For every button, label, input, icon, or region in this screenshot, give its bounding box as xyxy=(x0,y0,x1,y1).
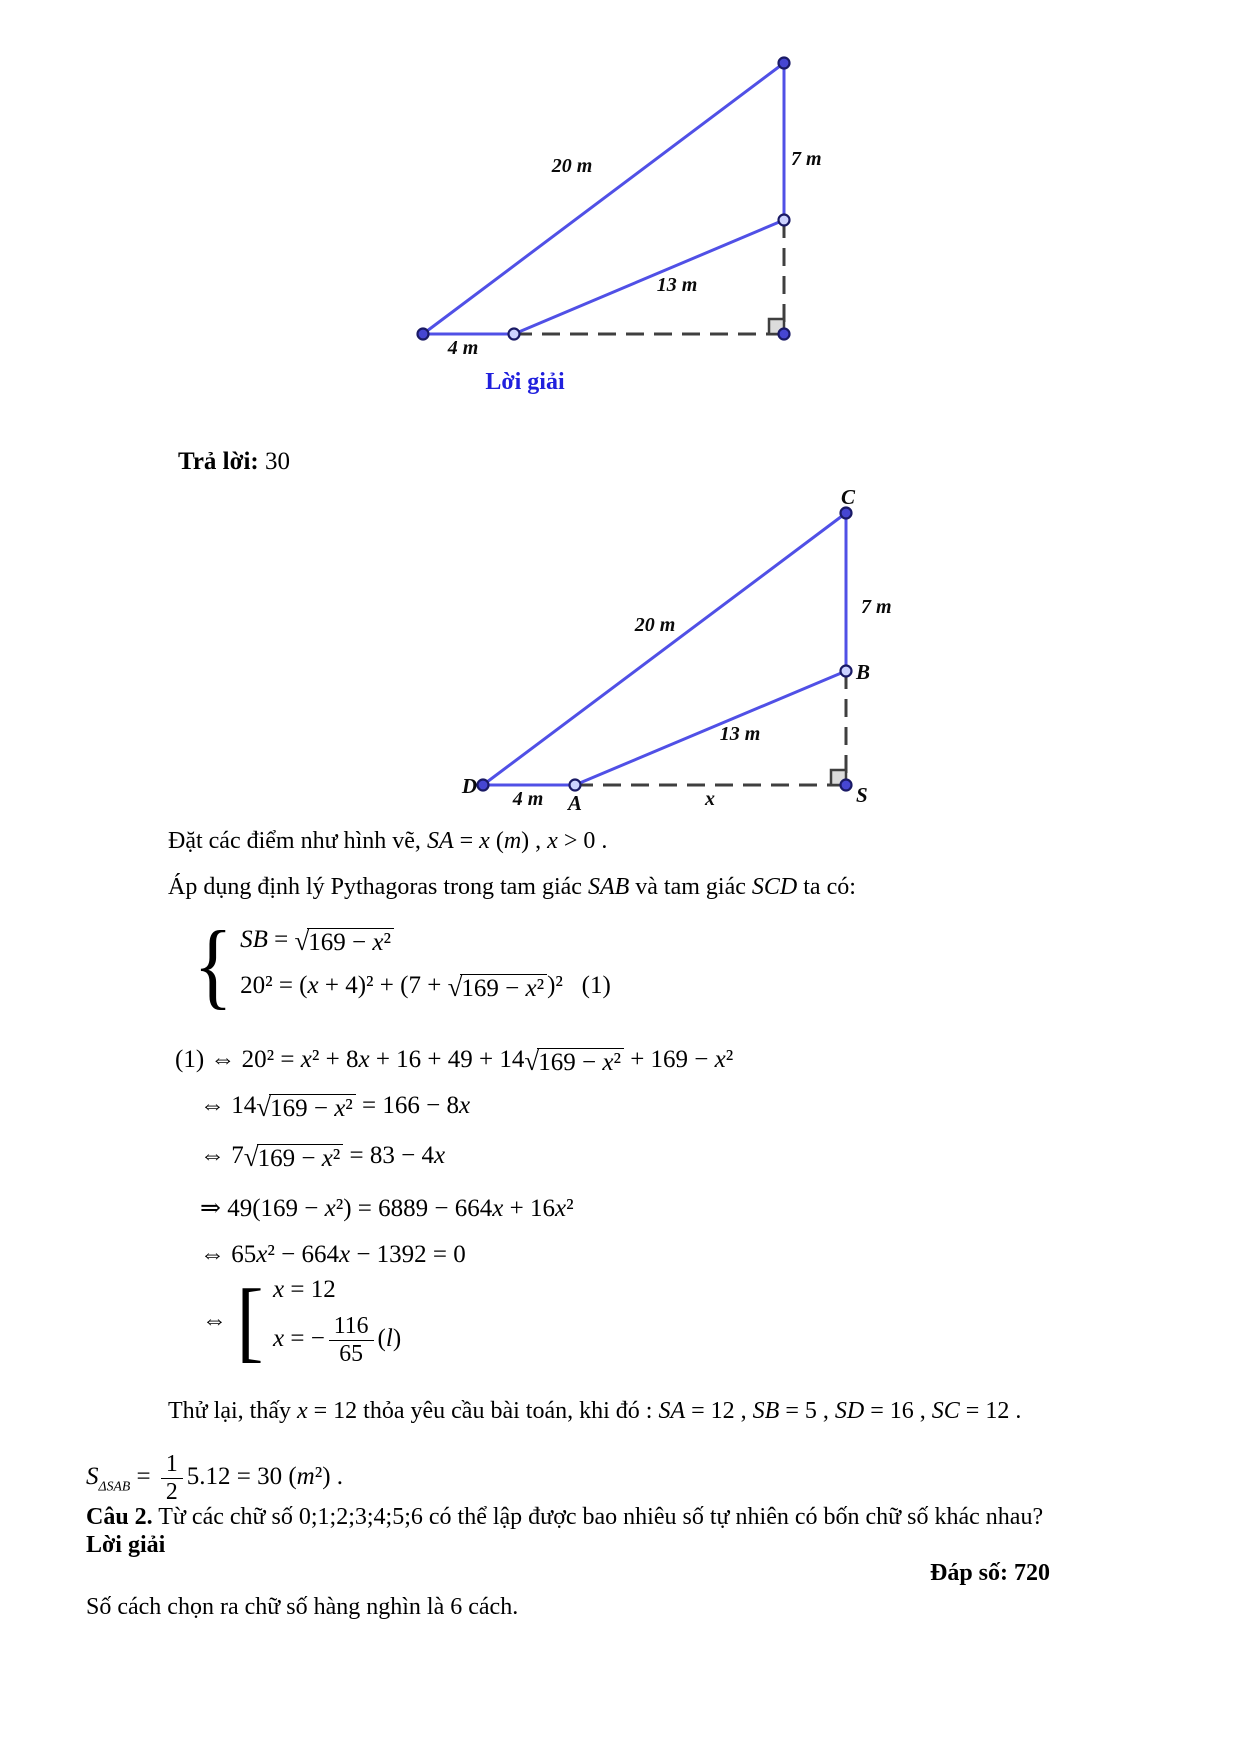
figure2-label-C: C xyxy=(841,485,856,509)
figure1-label-7m: 7 m xyxy=(791,148,822,170)
figure2-label-13m: 13 m xyxy=(719,723,761,745)
figure1-triangle-diagram xyxy=(378,40,903,370)
area-formula: $S_{\Delta SAB}$ = $\frac{1}{2}$ 5.12 = 30 (m²) . xyxy=(86,1451,344,1505)
eq-isolate-7: ⇔ 7√169 − x² = 83 − 4x xyxy=(200,1142,446,1172)
figure2-point-D xyxy=(478,780,489,791)
figure1-label-4m: 4 m xyxy=(447,337,479,359)
figure2-point-A xyxy=(570,780,581,791)
solution-cases xyxy=(202,1271,402,1371)
figure1-point-mid xyxy=(509,329,520,340)
system-row-2: 20² = (x + 4)² + (7 + √169 − x² )² (1) xyxy=(240,972,611,1003)
figure2-point-S xyxy=(841,780,852,791)
figure2-side-AB-13m xyxy=(575,671,846,785)
figure2-label-A: A xyxy=(567,791,583,815)
answer-line: Trả lời: 30 xyxy=(178,448,290,475)
eq-isolate-14: ⇔ 14√169 − x² = 166 − 8x xyxy=(200,1092,471,1122)
figure2-label-B: B xyxy=(856,660,871,684)
figure2-label-20m: 20 m xyxy=(634,614,676,636)
figure2-point-B xyxy=(841,666,852,677)
figure2-triangle-diagram xyxy=(420,440,940,818)
solution-heading-1: Lời giải xyxy=(485,369,565,395)
figure1-label-20m: 20 m xyxy=(551,155,593,177)
cases-row-2: x = − $\frac{116}{65}$ (l) xyxy=(272,1313,402,1367)
figure1-label-13m: 13 m xyxy=(656,274,698,296)
solution-heading-2: Lời giải xyxy=(86,1532,166,1558)
cases-arrow: ⇔ xyxy=(202,1307,227,1335)
figure2-point-C xyxy=(841,508,852,519)
figure2-label-7m: 7 m xyxy=(861,596,892,618)
eq-squared: ⇒ 49(169 − x²) = 6889 − 664x + 16x² xyxy=(200,1195,574,1222)
figure2-label-D: D xyxy=(461,774,477,798)
equation-system xyxy=(190,911,611,1018)
figure2-side-DC-20m xyxy=(483,513,846,785)
figure1-point-top xyxy=(779,58,790,69)
figure2-label-x: x xyxy=(705,788,715,810)
figure1-hypotenuse-20m xyxy=(423,63,784,334)
para-set-points: Đặt các điểm như hình vẽ, SA = x (m) , x > 0 . xyxy=(168,828,608,854)
para-verify: Thử lại, thấy x = 12 thỏa yêu cầu bài toán, khi đó : SA = 12 , SB = 5 , SD = 16 , SC = 12 . xyxy=(168,1398,1022,1424)
count-line: Số cách chọn ra chữ số hàng nghìn là 6 cách. xyxy=(86,1594,519,1620)
answer-2: Đáp số: 720 xyxy=(929,1560,1050,1586)
cases-row-1: x = 12 xyxy=(272,1276,336,1303)
figure1-point-right xyxy=(779,215,790,226)
system-row-1: SB = √169 − x² xyxy=(240,926,611,958)
cases-bracket: [ xyxy=(236,1271,264,1371)
eq-expand: (1) ⇔ 20² = x² + 8x + 16 + 49 + 14√169 − x² + 169 − x² xyxy=(175,1046,734,1076)
figure2-label-S: S xyxy=(856,783,868,807)
figure1-point-corner xyxy=(779,329,790,340)
para-pythagoras: Áp dụng định lý Pythagoras trong tam giác SAB và tam giác SCD ta có: xyxy=(168,874,856,900)
question-2: Câu 2. Từ các chữ số 0;1;2;3;4;5;6 có thể lập được bao nhiêu số tự nhiên có bốn chữ số khác nhau? xyxy=(86,1504,1044,1530)
system-brace: { xyxy=(193,911,233,1018)
eq-quadratic: ⇔ 65x² − 664x − 1392 = 0 xyxy=(200,1241,466,1268)
figure2-label-4m: 4 m xyxy=(512,788,544,810)
figure1-point-left xyxy=(418,329,429,340)
